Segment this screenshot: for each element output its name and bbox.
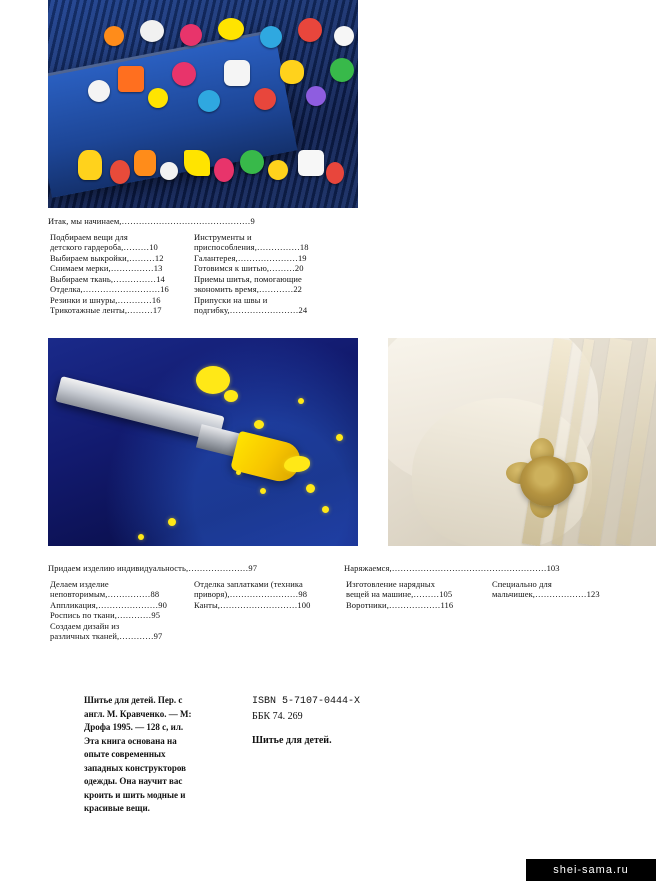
toy-figure [184, 150, 210, 176]
colophon-line: Эта книга основана на [84, 735, 177, 746]
toc-entry: Припуски на швы и [194, 294, 268, 305]
toc-entry: Приемы шитья, помогающие [194, 273, 302, 284]
toc-block-1 [48, 216, 368, 324]
toc-entry: Изготовление нарядных [346, 578, 436, 589]
paint-splash [168, 518, 176, 526]
toc-block-2-heading: Придаем изделию индивидуальность,…………………97 [48, 563, 258, 573]
paint-splash [260, 488, 266, 494]
paint-splash [306, 484, 315, 493]
toc-entry[interactable]: вещей на машине,………105 [346, 589, 453, 599]
toc-entry[interactable]: Готовимся к шитью,………20 [194, 263, 304, 273]
toy-figure [104, 26, 124, 46]
toy-figure [88, 80, 110, 102]
toy-figure [306, 86, 326, 106]
toy-figure [110, 160, 130, 184]
toy-figure [280, 60, 304, 84]
toc-entry[interactable]: Аппликация,…………………90 [50, 599, 167, 610]
toc-entry[interactable]: Роспись по ткани,…………95 [50, 610, 161, 620]
toc-block-3-heading: Наряжаемся,………………………………………………103 [344, 563, 560, 573]
paint-splash [138, 534, 144, 540]
paint-splash [284, 456, 310, 472]
colophon-line: Дрофа 1995. — 128 с, ил. [84, 722, 184, 732]
toy-figure [148, 88, 168, 108]
toc-entry[interactable]: Трикотажные ленты,………17 [50, 305, 162, 315]
colophon-line: кроить и шить модные и [84, 789, 186, 800]
toy-figure [254, 88, 276, 110]
toc-entry[interactable]: детского гардероба,………10 [50, 242, 158, 252]
toc-entry: Специально для [492, 578, 552, 589]
toc-entry: Инструменты и [194, 231, 252, 242]
toc-entry[interactable]: мальчишек,………………123 [492, 589, 600, 599]
toc-block-1-heading: Итак, мы начинаем,………………………………………9 [48, 216, 255, 226]
toc-entry[interactable]: Резинки и шнуры,…………16 [50, 294, 161, 305]
isbn-value: ISBN 5-7107-0444-X [252, 696, 361, 707]
toy-figure [134, 150, 156, 176]
colophon-line: Шитье для детей. Пер. с [84, 695, 183, 705]
toy-figure [160, 162, 178, 180]
photo-brush [48, 338, 358, 546]
toc-entry[interactable]: различных тканей,…………97 [50, 631, 163, 641]
toy-figure [240, 150, 264, 174]
toy-figure [298, 150, 324, 176]
toc-entry: Отделка заплатками (техника [194, 578, 303, 589]
toc-entry[interactable]: приспособления,……………18 [194, 242, 309, 252]
toy-figure [198, 90, 220, 112]
toc-entry[interactable]: подгибку,……………………24 [194, 305, 308, 315]
toc-entry[interactable]: Снимаем мерки,……………13 [50, 263, 163, 273]
toc-entry: Создаем дизайн из [50, 620, 120, 631]
toc-entry[interactable]: приворя),……………………98 [194, 589, 308, 599]
toc-entry: Делаем изделие [50, 578, 109, 589]
paint-splash [196, 366, 230, 394]
toc-block-2-col-2 [194, 579, 369, 611]
paint-splash [298, 398, 304, 404]
bbk-value: ББК 74. 269 [252, 711, 303, 722]
photo-collar [388, 338, 656, 546]
toc-entry[interactable]: Выбираем выкройки,………12 [50, 252, 164, 263]
toc-block-2 [48, 563, 368, 653]
colophon-line: опыте современных [84, 749, 166, 759]
toy-figure [260, 26, 282, 48]
toy-figure [78, 150, 102, 180]
toy-figure [224, 60, 250, 86]
toc-block-1-col-1 [50, 232, 200, 316]
colophon-line: одежды. Она научит вас [84, 776, 183, 786]
rosette-center [520, 456, 574, 506]
toy-figure [326, 162, 344, 184]
toc-block-3-col-2 [492, 579, 642, 600]
colophon-line: англ. М. Кравченко. — М: [84, 708, 192, 719]
toc-block-3 [344, 563, 644, 629]
toy-figure [268, 160, 288, 180]
toc-entry: Подбираем вещи для [50, 231, 128, 242]
toy-figure [298, 18, 322, 42]
watermark [526, 859, 656, 881]
colophon-description [84, 694, 216, 816]
toc-entry[interactable]: Воротники,………………116 [346, 599, 454, 610]
toc-block-3-col-1 [346, 579, 496, 611]
paint-splash [224, 390, 238, 402]
colophon-line: красивые вещи. [84, 803, 150, 813]
toc-entry[interactable]: экономить время,…………22 [194, 284, 303, 294]
toc-entry[interactable]: Выбираем ткань,……………14 [50, 273, 165, 284]
toy-figure [334, 26, 354, 46]
toy-figure [180, 24, 202, 46]
toy-figure [330, 58, 354, 82]
toy-figure [118, 66, 144, 92]
toc-block-2-col-1 [50, 579, 190, 642]
toy-figure [218, 18, 244, 40]
toc-entry[interactable]: неповторимым,……………88 [50, 589, 160, 599]
paint-splash [254, 420, 264, 429]
paint-splash [236, 470, 241, 475]
toy-figure [214, 158, 234, 182]
toc-block-1-col-2 [194, 232, 364, 316]
colophon-identifiers [252, 694, 452, 746]
watermark-text: shei-sama.ru [553, 864, 629, 876]
paint-splash [336, 434, 343, 441]
toy-figure [140, 20, 164, 42]
toy-figure [172, 62, 196, 86]
colophon-line: западных конструкторов [84, 762, 186, 773]
toc-entry[interactable]: Канты,………………………100 [194, 599, 311, 610]
photo-toys [48, 0, 358, 208]
toc-entry[interactable]: Галантерея,…………………19 [194, 252, 307, 263]
book-title: Шитье для детей. [252, 735, 332, 746]
toc-entry[interactable]: Отделка,………………………16 [50, 284, 169, 294]
paint-splash [322, 506, 329, 513]
